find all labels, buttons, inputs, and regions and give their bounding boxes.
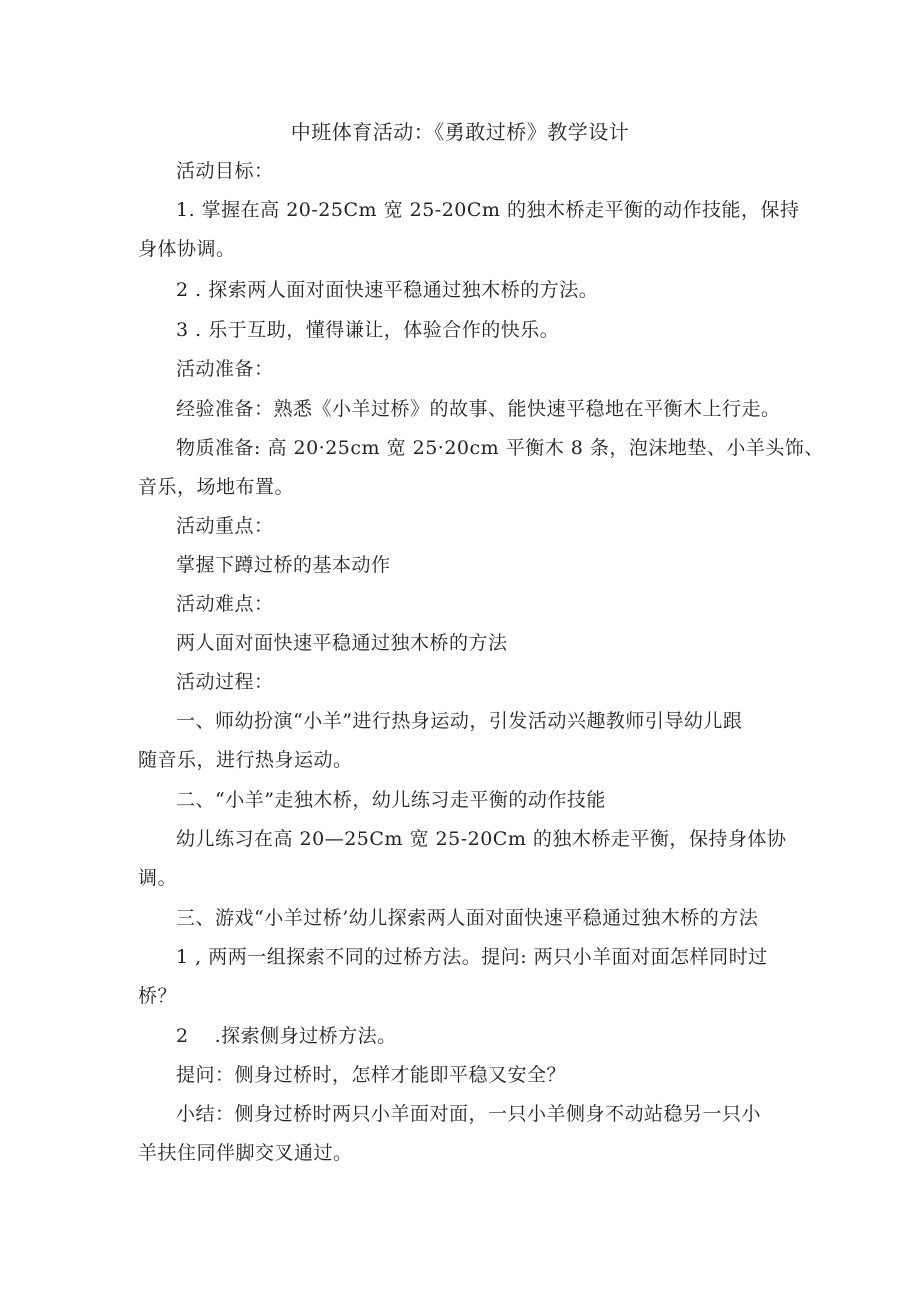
prep-material-line-2: 音乐，场地布置。	[138, 476, 295, 498]
prep-material-line-1: 物质准备: 高 20·25cm 宽 25·20cm 平衡木 8 条，泡沫地垫、小羊头饰、	[176, 437, 824, 459]
difficulty-heading: 活动难点：	[176, 593, 274, 615]
document-title: 中班体育活动：《勇敢过桥》教学设计	[290, 120, 630, 144]
key-point: 掌握下蹲过桥的基本动作	[176, 554, 391, 576]
goal-2: 2 . 探索两人面对面快速平稳通过独木桥的方法。	[176, 279, 599, 301]
goal-3: 3 . 乐于互助，懂得谦让，体验合作的快乐。	[176, 319, 560, 341]
step-1-line-2: 随音乐，进行热身运动。	[138, 749, 353, 771]
step-3-question: 提问：侧身过桥时，怎样才能即平稳又安全？	[176, 1064, 567, 1086]
step-2-detail-line-2: 调。	[138, 867, 178, 889]
step-3-item-1-line-2: 桥？	[138, 985, 178, 1007]
difficulty-point: 两人面对面快速平稳通过独木桥的方法	[176, 632, 508, 654]
prep-heading: 活动准备：	[176, 358, 274, 380]
process-heading: 活动过程：	[176, 671, 274, 693]
step-1-line-1: 一、师幼扮演“小羊”进行热身运动，引发活动兴趣教师引导幼儿跟	[176, 710, 743, 732]
step-2: 二、“小羊”走独木桥，幼儿练习走平衡的动作技能	[176, 789, 606, 811]
prep-experience: 经验准备：熟悉《小羊过桥》的故事、能快速平稳地在平衡木上行走。	[176, 398, 781, 420]
key-heading: 活动重点：	[176, 515, 274, 537]
summary-line-1: 小结：侧身过桥时两只小羊面对面，一只小羊侧身不动站稳另一只小	[176, 1103, 762, 1125]
step-3-item-1-line-1: 1 , 两两一组探索不同的过桥方法。提问: 两只小羊面对面怎样同时过	[176, 946, 768, 968]
step-3: 三、游戏“小羊过桥’幼儿探索两人面对面快速平稳通过独木桥的方法	[176, 907, 759, 929]
goal-1-line-1: 1. 掌握在高 20-25Cm 宽 25-20Cm 的独木桥走平衡的动作技能，保持	[176, 199, 800, 221]
goals-heading: 活动目标：	[176, 160, 274, 182]
step-3-item-2: 2 .探索侧身过桥方法。	[176, 1025, 397, 1047]
step-2-detail-line-1: 幼儿练习在高 20—25Cm 宽 25-20Cm 的独木桥走平衡，保持身体协	[176, 828, 787, 850]
summary-line-2: 羊扶住同伴脚交叉通过。	[138, 1142, 353, 1164]
goal-1-line-2: 身体协调。	[138, 238, 236, 260]
